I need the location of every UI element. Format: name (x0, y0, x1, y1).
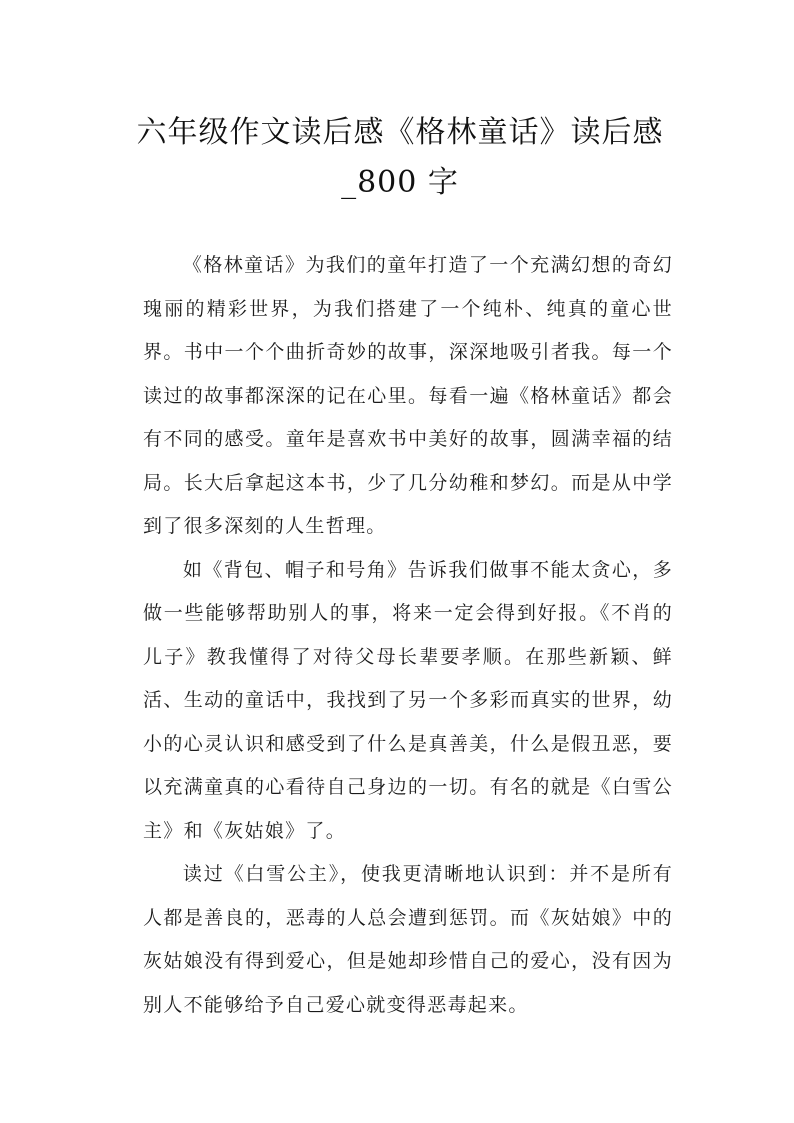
paragraph-3: 读过《白雪公主》，使我更清晰地认识到：并不是所有人都是善良的，恶毒的人总会遭到惩罚。而《灰姑娘》中的灰姑娘没有得到爱心，但是她却珍惜自己的爱心，没有因为别人不能够给予自己爱心就变得恶毒起来。 (143, 863, 673, 1016)
document-title (120, 108, 680, 208)
title-line-2: _800 字 (341, 165, 459, 200)
title-line-1: 六年级作文读后感《格林童话》读后感 (136, 115, 664, 150)
document-body (143, 244, 673, 1027)
paragraph-2: 如《背包、帽子和号角》告诉我们做事不能太贪心，多做一些能够帮助别人的事，将来一定会得到好报。《不肖的儿子》教我懂得了对待父母长辈要孝顺。在那些新颖、鲜活、生动的童话中，我找到了另一个多彩而真实的世界，幼小的心灵认识和感受到了什么是真善美，什么是假丑恶，要以充满童真的心看待自己身边的一切。有名的就是《白雪公主》和《灰姑娘》了。 (143, 558, 673, 842)
paragraph-1: 《格林童话》为我们的童年打造了一个充满幻想的奇幻瑰丽的精彩世界，为我们搭建了一个纯朴、纯真的童心世界。书中一个个曲折奇妙的故事，深深地吸引者我。每一个读过的故事都深深的记在心里。每看一遍《格林童话》都会有不同的感受。童年是喜欢书中美好的故事，圆满幸福的结局。长大后拿起这本书，少了几分幼稚和梦幻。而是从中学到了很多深刻的人生哲理。 (143, 254, 673, 537)
